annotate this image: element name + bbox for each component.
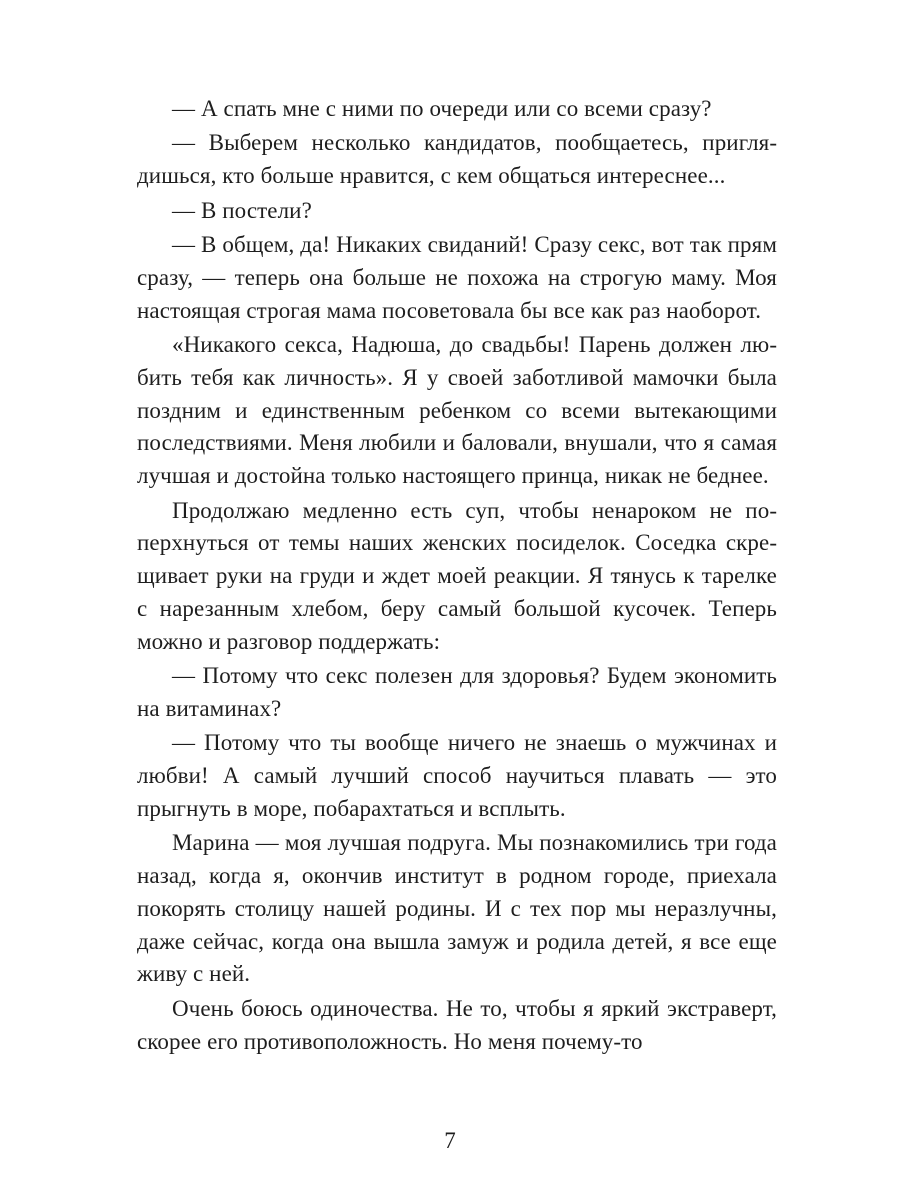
body-text xyxy=(137,93,777,1058)
paragraph: — Выберем несколько кандидатов, пообщаетесь, приглядишься, кто больше нравится, с кем общаться интереснее... xyxy=(137,130,777,189)
paragraph: Очень боюсь одиночества. Не то, чтобы я яркий экстраверт, скорее его противоположность. Но меня почему-то xyxy=(137,995,777,1054)
paragraph: — А спать мне с ними по очереди или со всеми сразу? xyxy=(172,96,712,121)
page-number: 7 xyxy=(444,1128,456,1153)
paragraph: — В постели? xyxy=(172,197,312,223)
paragraph: — В общем, да! Никаких свиданий! Сразу секс, вот так прям сразу, — теперь она больше не похожа на строгую маму. Моя настоящая строгая мама посоветовала бы все как раз наоборот. xyxy=(137,231,777,323)
paragraph: «Никакого секса, Надюша, до свадьбы! Парень должен любить тебя как личность». Я у своей заботливой мамочки была поздним и единственным ребенком со всеми вытекающими последствиями. Меня любили и баловали, внушали, что я самая лучшая и достойна только настоящего принца, никак не беднее. xyxy=(137,331,777,489)
paragraph: — Потому что секс полезен для здоровья? Будем экономить на витаминах? xyxy=(137,663,777,721)
paragraph: Продолжаю медленно есть суп, чтобы ненароком не поперхнуться от темы наших женских посиделок. Соседка скрещивает руки на груди и ждет моей реакции. Я тянусь к тарелке с нарезанным хлебом, беру самый большой кусочек. Теперь можно и разговор поддержать: xyxy=(137,497,777,654)
paragraph: — Потому что ты вообще ничего не знаешь о мужчинах и любви! А самый лучший способ научиться плавать — это прыгнуть в море, побарахтаться и всплыть. xyxy=(137,730,777,821)
paragraph: Марина — моя лучшая подруга. Мы познакомились три года назад, когда я, окончив институт в родном городе, приехала покорять столицу нашей родины. И с тех пор мы неразлучны, даже сейчас, когда она вышла замуж и родила детей, я все еще живу с ней. xyxy=(137,830,777,987)
